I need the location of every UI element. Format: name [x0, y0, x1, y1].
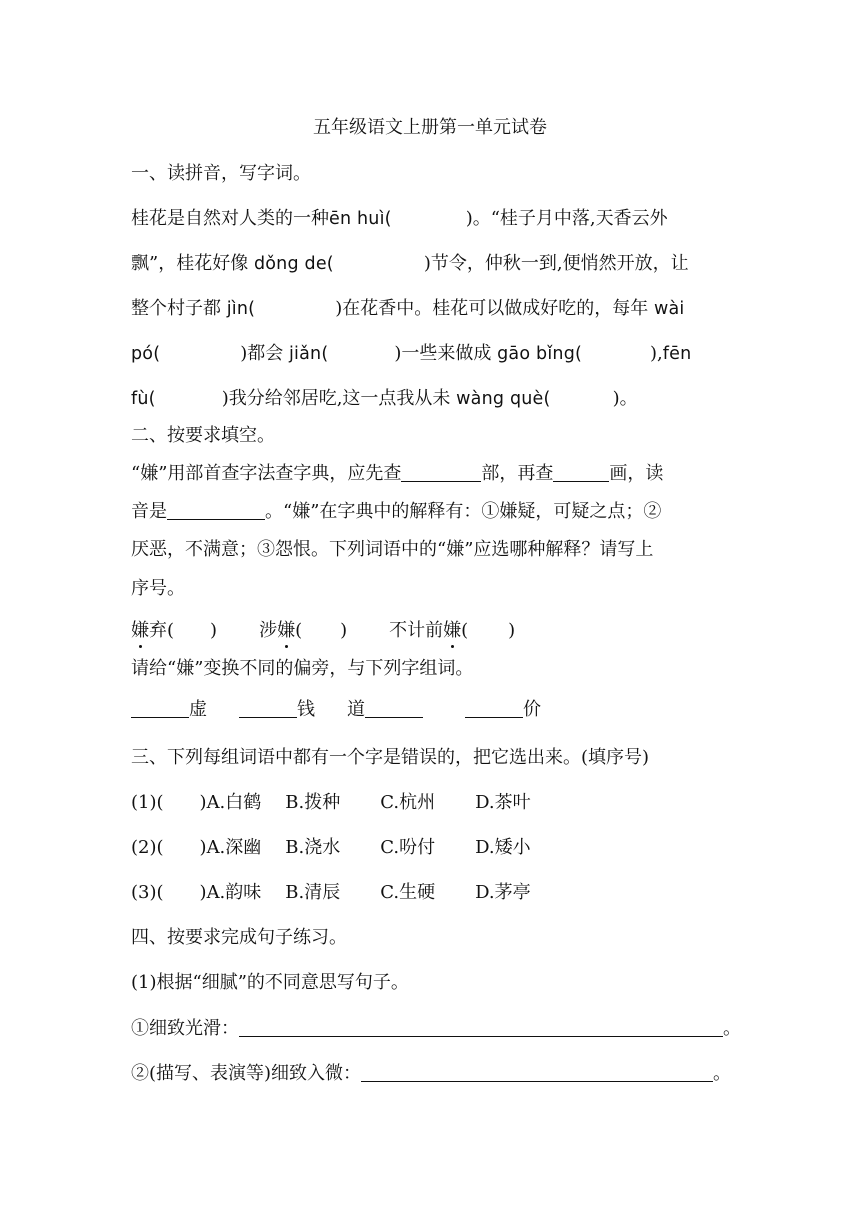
word-option-2: 涉嫌( )	[259, 620, 348, 641]
s1-line-1: 桂花是自然对人类的一种ēn huì( )。“桂子月中落,天香云外	[131, 208, 668, 229]
s1-line-3: 整个村子都 jìn( )在花香中。桂花可以做成好吃的，每年 wài	[131, 298, 685, 319]
s4-item-2: ②(描写、表演等)细致入微： 。	[131, 1063, 732, 1084]
s2-word-options	[131, 619, 741, 643]
section-3-heading: 三、下列每组词语中都有一个字是错误的，把它选出来。(填序号)	[131, 747, 650, 768]
fill-blank-combo-2[interactable]	[239, 699, 297, 718]
s4-question-1: (1)根据“细腻”的不同意思写句子。	[131, 972, 409, 993]
section-2-heading: 二、按要求填空。	[131, 425, 275, 446]
s3-row-3: (3)( )A.韵味 B.清辰 C.生硬 D.茅亭	[131, 882, 531, 903]
fill-blank-pronunciation[interactable]	[167, 501, 265, 520]
s2-line-1: “嫌”用部首查字法查字典，应先查 部，再查 画，读	[131, 463, 664, 484]
pinyin-dong-de: dǒng de(	[253, 254, 334, 274]
pinyin-fen: fēn	[662, 344, 692, 364]
pinyin-fu: fù(	[131, 389, 156, 409]
s3-row-2: (2)( )A.深幽 B.浇水 C.吩付 D.矮小	[131, 837, 531, 858]
s4-item-1: ①细致光滑： 。	[131, 1018, 741, 1039]
s2-combo-row: 虚 钱 道 价	[131, 698, 741, 722]
fill-blank-combo-3[interactable]	[365, 699, 423, 718]
word-option-3: 不计前嫌( )	[389, 620, 516, 641]
pinyin-po: pó(	[131, 344, 161, 364]
pinyin-gao-bing: gāo bǐng(	[497, 344, 583, 364]
pinyin-wai: wài	[653, 299, 685, 319]
fill-blank-combo-1[interactable]	[131, 699, 189, 718]
s1-line-5: fù( )我分给邻居吃,这一点我从未 wàng què( )。	[131, 388, 638, 409]
pinyin-wang-que: wàng què(	[456, 389, 551, 409]
s3-row-1: (1)( )A.白鹤 B.拨种 C.杭州 D.茶叶	[131, 792, 531, 813]
fill-blank-radical[interactable]	[401, 463, 481, 482]
section-1-heading: 一、读拼音，写字词。	[131, 163, 311, 184]
section-4-heading: 四、按要求完成句子练习。	[131, 927, 347, 948]
s2-line-2: 音是 。“嫌”在字典中的解释有：①嫌疑，可疑之点；②	[131, 501, 662, 522]
word-option-1: 嫌弃( )	[131, 620, 218, 641]
pinyin-jian: jiǎn(	[289, 344, 329, 364]
s1-line-2: 飘”，桂花好像 dǒng de( )节令，仲秋一到,便悄然开放，让	[131, 253, 689, 274]
s2-line-3: 厌恶，不满意；③怨恨。下列词语中的“嫌”应选哪种解释？请写上	[131, 539, 654, 560]
pinyin-en-hui: ēn huì(	[329, 209, 392, 229]
fill-blank-strokes[interactable]	[553, 463, 609, 482]
s2-line-4: 序号。	[131, 578, 185, 599]
s1-line-4: pó( )都会 jiǎn( )一些来做成 gāo bǐng( ),fēn	[131, 343, 692, 364]
pinyin-jin: jìn(	[226, 299, 256, 319]
sentence-blank-2[interactable]	[361, 1063, 713, 1082]
page-title: 五年级语文上册第一单元试卷	[313, 117, 547, 138]
fill-blank-combo-4[interactable]	[465, 699, 523, 718]
sentence-blank-1[interactable]	[239, 1018, 723, 1037]
s2-line-6: 请给“嫌”变换不同的偏旁，与下列字组词。	[131, 658, 474, 679]
